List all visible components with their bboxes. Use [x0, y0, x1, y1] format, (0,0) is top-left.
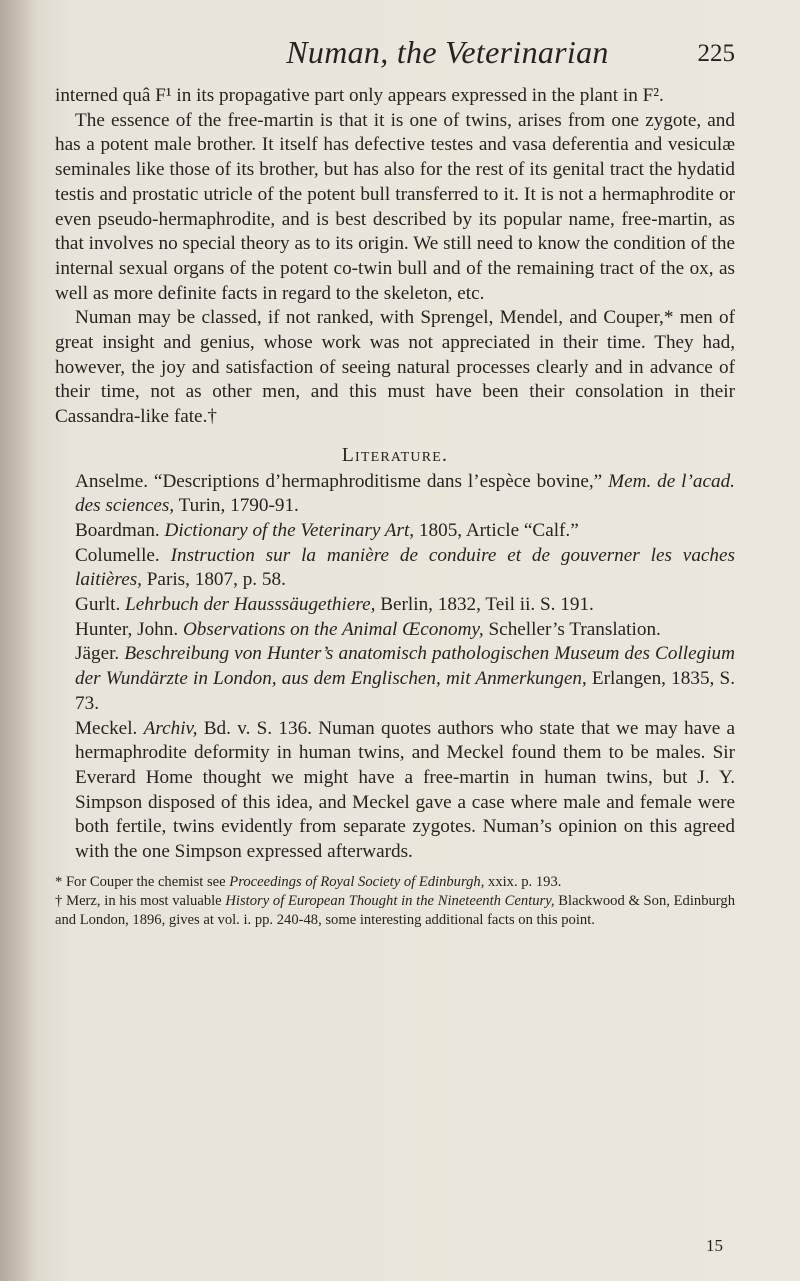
literature-heading: Literature. — [341, 444, 449, 466]
reference-item: Meckel. Archiv, Bd. v. S. 136. Numan quotes authors who state that we may have a hermaphrodite deformity in human twins, and Meckel found them to be males. Sir Everard Home thought we might have a free-martin in human twins, but J. Y. Simpson disposed of this idea, and Meckel gave a case where male and female were both fertile, twins evidently from separate zygotes. Numan’s opinion on this agreed with the one Simpson expressed afterwards. — [75, 717, 736, 863]
signature-mark: 15 — [706, 1236, 723, 1255]
reference-item: Anselme. “Descriptions d’hermaphroditisme dans l’espèce bovine,” Mem. de l’acad. des sciences, Turin, 1790-91. — [75, 470, 735, 517]
reference-item: Jäger. Beschreibung von Hunter’s anatomisch pathologischen Museum des Collegium der Wundärzte in London, aus dem Englischen, mit Anmerkungen, Erlangen, 1835, S. 73. — [75, 643, 735, 714]
running-title: Numan, the Veterinarian — [286, 34, 609, 70]
footnotes — [55, 873, 735, 931]
reference-item: Hunter, John. Observations on the Animal Œconomy, Scheller’s Translation. — [75, 618, 661, 640]
paragraph-numan: Numan may be classed, if not ranked, with Sprengel, Mendel, and Couper,* men of great insight and genius, whose work was not appreciated in their time. They had, however, the joy and satisfaction of seeing natural processes clearly and in advance of their time, not as other men, and this must have been their consolation in their Cassandra-like fate.† — [55, 307, 735, 428]
reference-item: Boardman. Dictionary of the Veterinary Art, 1805, Article “Calf.” — [75, 519, 579, 541]
footnote: * For Couper the chemist see Proceedings of Royal Society of Edinburgh, xxix. p. 193. — [55, 873, 562, 890]
body-text — [55, 84, 735, 930]
paragraph-continuation: interned quâ F¹ in its propagative part only appears expressed in the plant in F². — [55, 85, 664, 106]
reference-item: Gurlt. Lehrbuch der Hausssäugethiere, Berlin, 1832, Teil ii. S. 191. — [75, 594, 594, 616]
footnote: † Merz, in his most valuable History of European Thought in the Nineteenth Century, Blackwood & Son, Edinburgh and London, 1896, gives at vol. i. pp. 240-48, some interesting additional facts on this point. — [55, 893, 735, 929]
page-number: 225 — [697, 40, 735, 67]
reference-item: Columelle. Instruction sur la manière de conduire et de gouverner les vaches laitières, Paris, 1807, p. 58. — [75, 544, 736, 591]
page-header — [200, 34, 735, 74]
paragraph-free-martin: The essence of the free-martin is that it is one of twins, arises from one zygote, and has a potent male brother. It itself has defective testes and vasa deferentia and vesiculæ seminales like those of its brother, but has also for the rest of its genital tract the hydatid testis and prostatic utricle of the potent bull transferred to it. It is not a hermaphrodite or even pseudo-hermaphrodite, and is best described by its popular name, free-martin, as that involves no special theory as to its origin. We still need to know the condition of the internal sexual organs of the potent co-twin bull and of the remaining tract of the ox, as well as more definite facts in regard to the skeleton, etc. — [55, 109, 735, 304]
reference-list — [55, 470, 735, 865]
